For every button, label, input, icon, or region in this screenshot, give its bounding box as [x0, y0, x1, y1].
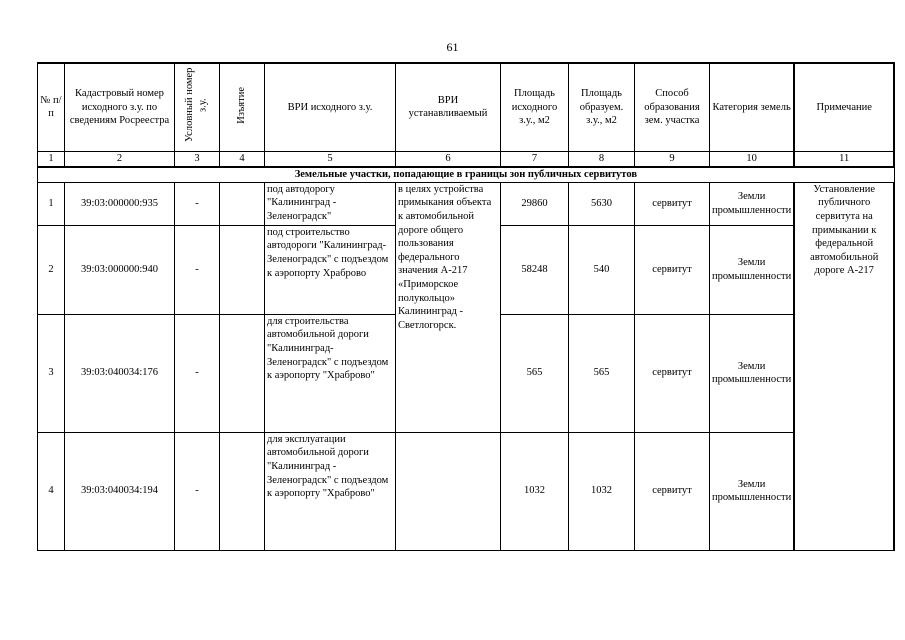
row-area-source: 565	[501, 314, 569, 432]
row-cadastral: 39:03:000000:935	[65, 182, 175, 225]
row-area-source: 58248	[501, 225, 569, 314]
row-withdrawal	[220, 432, 265, 550]
row-conditional: -	[175, 182, 220, 225]
row-vri-source: под строительство автодороги "Калининград-Зеленоградск" с подъездом к аэропорту Храброво	[265, 225, 396, 314]
row-area-formed: 1032	[569, 432, 635, 550]
table-row	[38, 182, 895, 225]
header-num: № п/п	[38, 63, 65, 151]
column-number: 8	[569, 151, 635, 167]
row-withdrawal	[220, 182, 265, 225]
column-number: 11	[794, 151, 894, 167]
header-conditional-text: Условный номер з.у.	[184, 67, 209, 143]
header-withdrawal	[220, 63, 265, 151]
header-note: Примечание	[794, 63, 894, 151]
row-area-source: 29860	[501, 182, 569, 225]
row-method: сервитут	[635, 432, 710, 550]
row-cadastral: 39:03:040034:194	[65, 432, 175, 550]
row-vri-source: для строительства автомобильной дороги "Калининград-Зеленоградск" с подъездом к аэропорту "Храброво"	[265, 314, 396, 432]
column-number-row	[38, 151, 895, 167]
header-method: Способ образования зем. участка	[635, 63, 710, 151]
row-withdrawal	[220, 225, 265, 314]
column-number: 10	[710, 151, 795, 167]
row-vri-source: для эксплуатации автомобильной дороги "Калининград - Зеленоградск" с подъездом к аэропорту "Храброво"	[265, 432, 396, 550]
header-row	[38, 63, 895, 151]
column-number: 7	[501, 151, 569, 167]
row-category: Земли промышленности	[710, 314, 795, 432]
row-method: сервитут	[635, 314, 710, 432]
row-category: Земли промышленности	[710, 225, 795, 314]
row-conditional: -	[175, 314, 220, 432]
row-vri-set-shared: в целях устройства примыкания объекта к автомобильной дороге общего пользования федерального значения А-217 «Приморское полукольцо» Калининград - Светлогорск.	[396, 182, 501, 432]
column-number: 3	[175, 151, 220, 167]
row-area-formed: 5630	[569, 182, 635, 225]
row-cadastral: 39:03:000000:940	[65, 225, 175, 314]
row-withdrawal	[220, 314, 265, 432]
row-num: 1	[38, 182, 65, 225]
header-area-formed: Площадь образуем. з.у., м2	[569, 63, 635, 151]
row-num: 3	[38, 314, 65, 432]
table-row	[38, 432, 895, 550]
row-method: сервитут	[635, 182, 710, 225]
header-vri-source: ВРИ исходного з.у.	[265, 63, 396, 151]
row-vri-source: под автодорогу "Калининград - Зеленоградск"	[265, 182, 396, 225]
column-number: 9	[635, 151, 710, 167]
header-cadastral: Кадастровый номер исходного з.у. по сведениям Росреестра	[65, 63, 175, 151]
column-number: 5	[265, 151, 396, 167]
header-withdrawal-text: Изъятие	[236, 86, 248, 124]
column-number: 1	[38, 151, 65, 167]
column-number: 4	[220, 151, 265, 167]
row-category: Земли промышленности	[710, 432, 795, 550]
column-number: 6	[396, 151, 501, 167]
row-method: сервитут	[635, 225, 710, 314]
section-row	[38, 167, 895, 183]
row-area-formed: 565	[569, 314, 635, 432]
header-category: Категория земель	[710, 63, 795, 151]
row-conditional: -	[175, 225, 220, 314]
row-area-formed: 540	[569, 225, 635, 314]
row-area-source: 1032	[501, 432, 569, 550]
row-category: Земли промышленности	[710, 182, 795, 225]
row-conditional: -	[175, 432, 220, 550]
row-cadastral: 39:03:040034:176	[65, 314, 175, 432]
row-num: 2	[38, 225, 65, 314]
servitude-table	[37, 62, 895, 551]
header-area-source: Площадь исходного з.у., м2	[501, 63, 569, 151]
section-title: Земельные участки, попадающие в границы зон публичных сервитутов	[38, 167, 895, 183]
column-number: 2	[65, 151, 175, 167]
row-num: 4	[38, 432, 65, 550]
header-vri-set: ВРИ устанавливаемый	[396, 63, 501, 151]
row-vri-set-empty	[396, 432, 501, 550]
header-conditional	[175, 63, 220, 151]
row-note-shared: Установление публичного сервитута на примыкании к федеральной автомобильной дороге А-217	[794, 182, 894, 550]
page-number: 61	[446, 40, 459, 54]
